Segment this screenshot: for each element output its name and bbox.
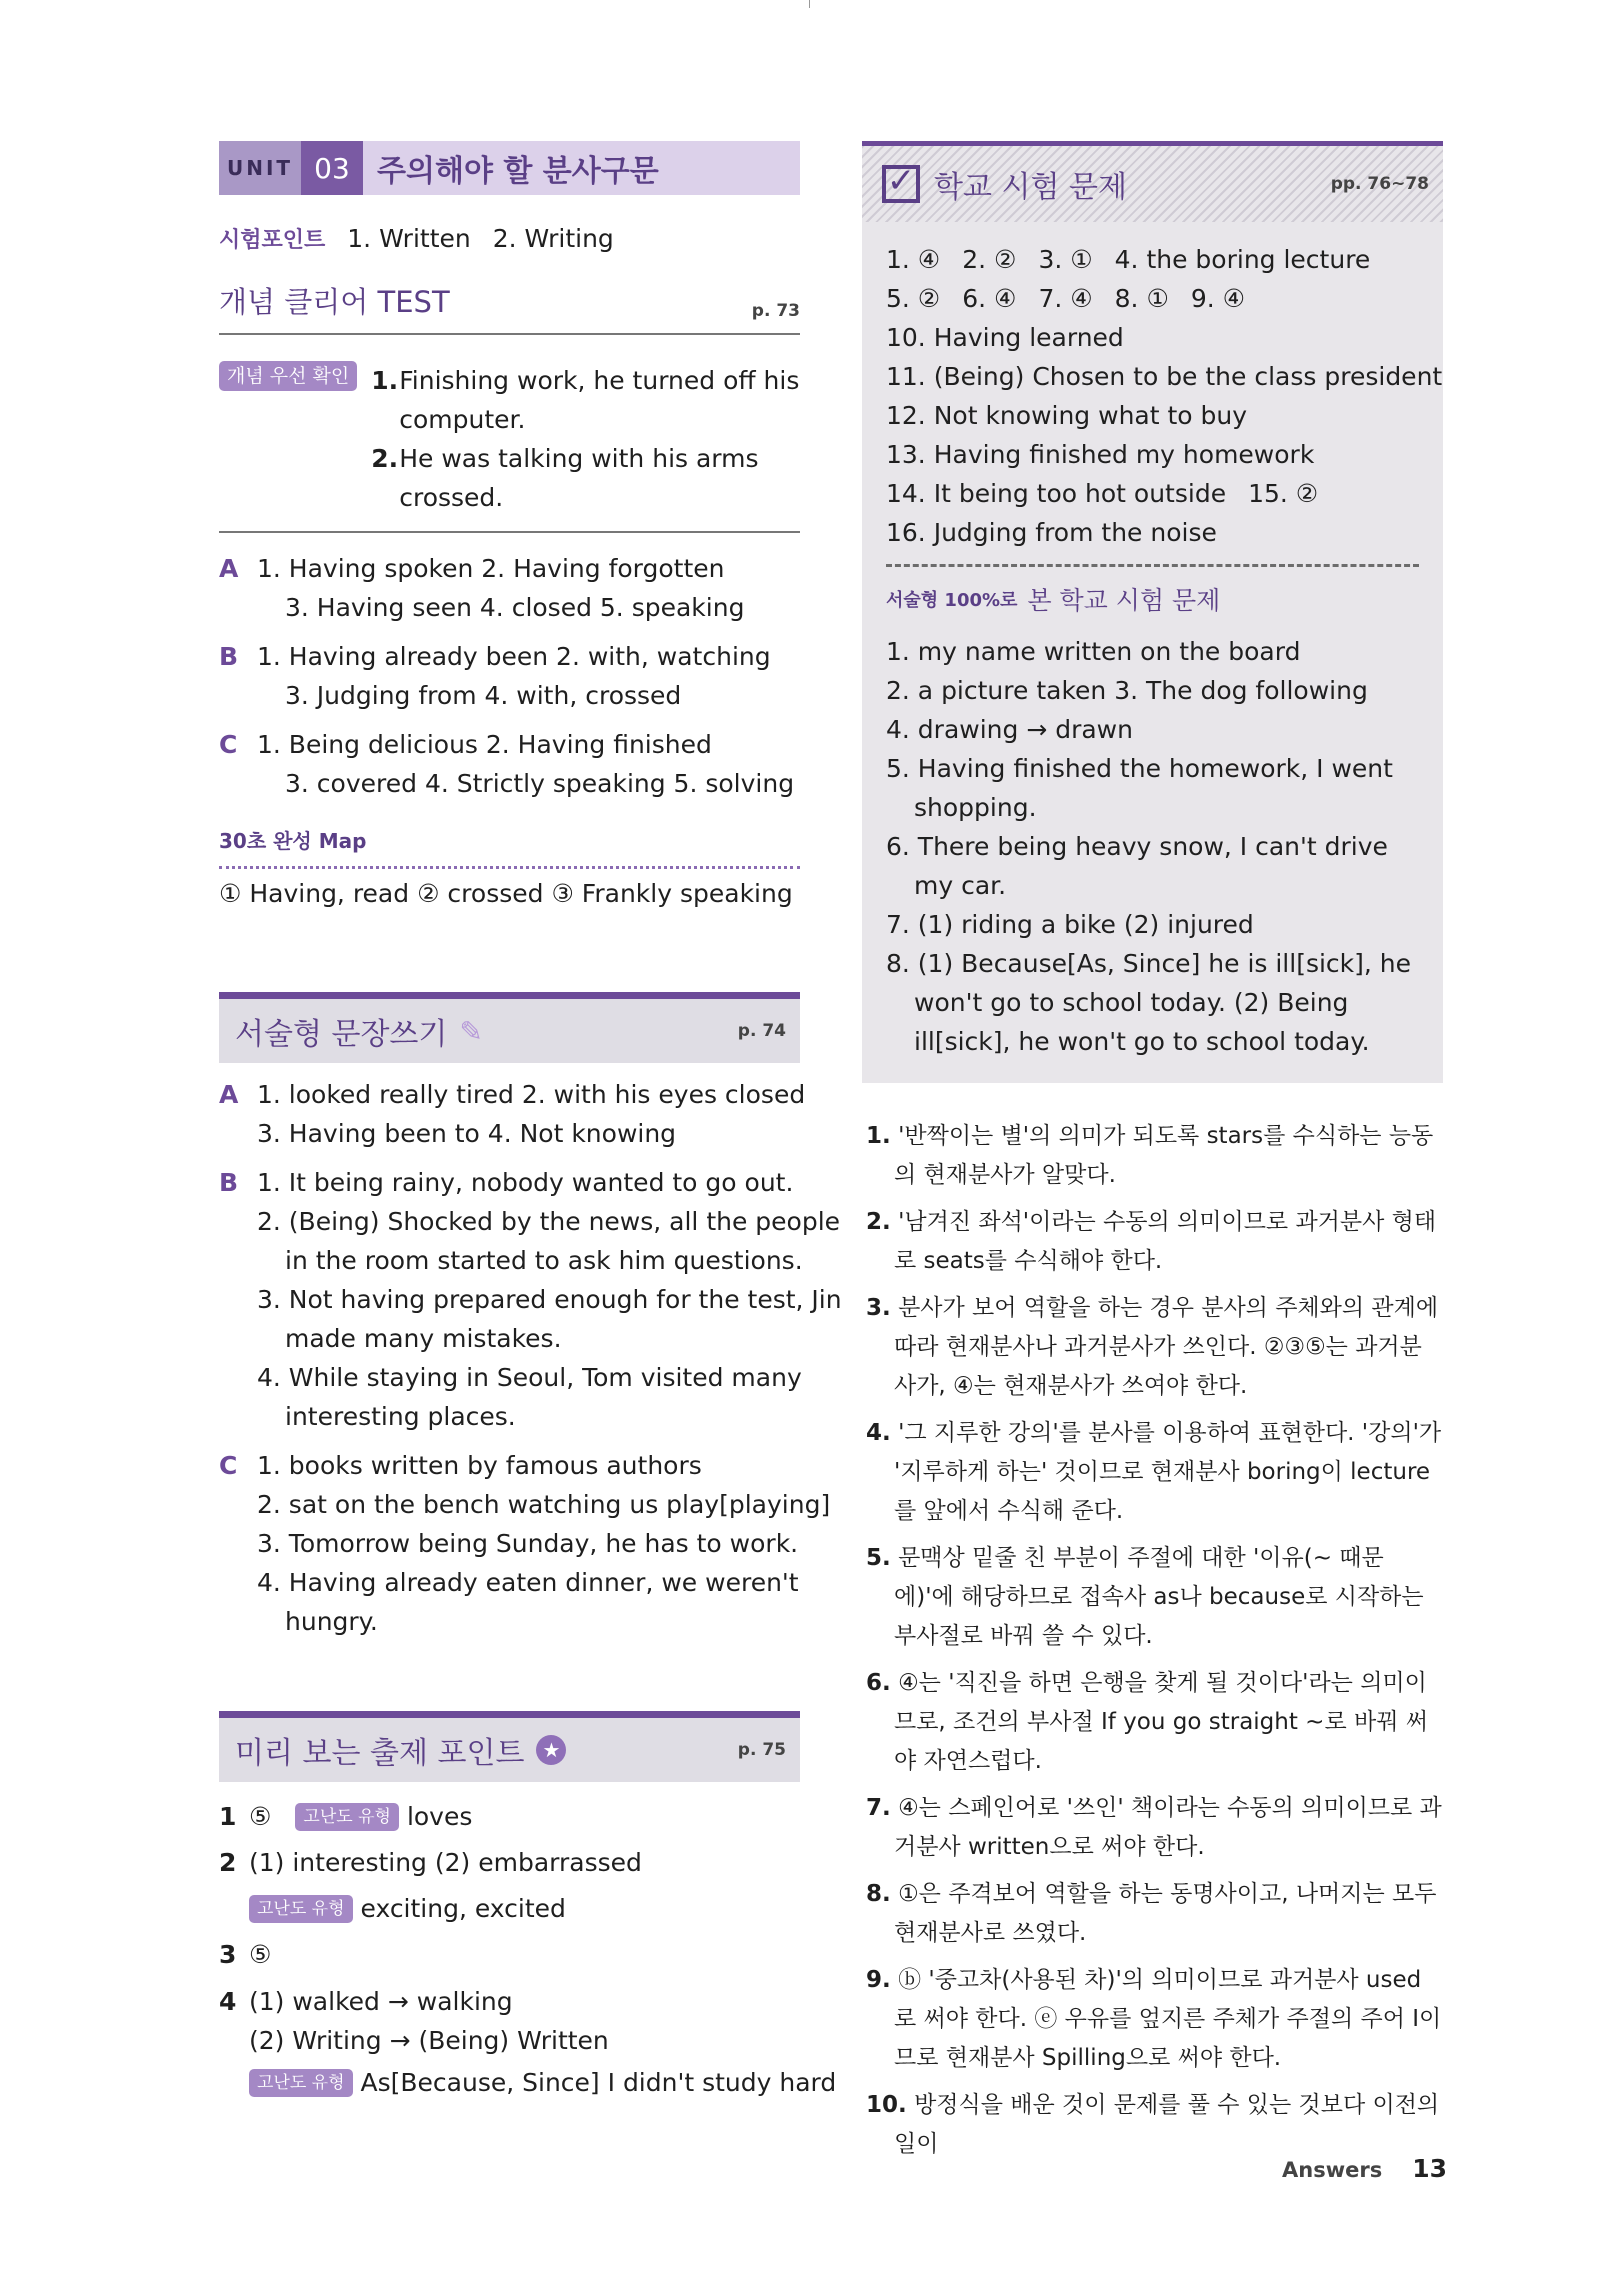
page-number: 13: [1412, 2154, 1447, 2183]
list-item: 3 ⑤: [219, 1940, 272, 1969]
exam-points: [219, 223, 800, 254]
dashed-divider: [886, 564, 1419, 567]
concept-test-title: 개념 클리어 TEST: [219, 285, 450, 319]
exam-points-label: 시험포인트: [219, 228, 326, 253]
explanation-item: 10. 방정식을 배운 것이 문제를 풀 수 있는 것보다 이전의 일이: [866, 2092, 1440, 2157]
exam-point-item: 2. Writing: [492, 224, 614, 253]
explanation-item: 4. '그 지루한 강의'를 분사를 이용하여 표현한다. '강의'가 '지루하게 하는' 것이므로 현재분사 boring이 lecture를 앞에서 수식해 준다.: [866, 1420, 1442, 1524]
explanation-item: 1. '반짝이는 별'의 의미가 되도록 stars를 수식하는 능동의 현재분사가 알맞다.: [866, 1123, 1434, 1188]
exam-title: 학교 시험 문제: [934, 170, 1127, 205]
answer-row: 10. Having learned: [886, 323, 1124, 352]
explanations: [862, 1117, 1443, 2164]
unit-number: 03: [301, 141, 363, 195]
explanation-item: 8. ①은 주격보어 역할을 하는 동명사이고, 나머지는 모두 현재분사로 쓰였다.: [866, 1881, 1437, 1946]
page-footer: [1282, 2154, 1447, 2183]
preview-answers: [219, 1794, 837, 2106]
right-column: [862, 141, 1443, 2172]
answer-row: 16. Judging from the noise: [886, 518, 1217, 547]
page-reference: pp. 76~78: [1330, 174, 1429, 194]
answer-group-a: A 1. looked really tired 2. with his eyes closed 3. Having been to 4. Not knowing: [219, 1080, 806, 1148]
page-reference: p. 74: [737, 1021, 786, 1041]
list-item: 1 ⑤ 고난도 유형 loves: [219, 1802, 473, 1831]
answer-row: 12. Not knowing what to buy: [886, 401, 1248, 430]
list-item: 2 (1) interesting (2) embarrassed: [219, 1848, 642, 1877]
advanced-badge: 고난도 유형: [249, 2069, 353, 2097]
star-icon: ★: [536, 1735, 566, 1765]
confirm-list: [371, 361, 799, 517]
list-item: 고난도 유형 exciting, excited: [219, 1886, 800, 1932]
s100-answers: 1. my name written on the board 2. a picture taken 3. The dog following 4. drawing → drawn 5. Having finished the homework, I went shopping. 6. There being heavy snow, I can't drive my car. 7. (1) riding a bike (2) injured 8. (1) Because[As, Since] he is ill[sick], he won't go to school today. (2) Being ill[sick], he won't go to school today.: [886, 637, 1412, 1056]
concept-test-heading: [219, 280, 800, 335]
map-heading: 30초 완성 Map: [219, 825, 800, 869]
answer-row: 5. ② 6. ④ 7. ④ 8. ① 9. ④: [886, 284, 1246, 313]
unit-label: UNIT: [219, 141, 301, 195]
list-item: 4 (1) walked → walking (2) Writing → (Being) Written: [219, 1987, 609, 2055]
explanation-item: 6. ④는 '직진을 하면 은행을 찾게 될 것이다'라는 의미이므로, 조건의 부사절 If you go straight ~로 바꿔 써야 자연스럽다.: [866, 1670, 1428, 1774]
advanced-badge: 고난도 유형: [295, 1803, 399, 1831]
page-reference: p. 73: [751, 301, 800, 321]
checkbox-icon: ✓: [882, 165, 920, 203]
exam-header: [862, 141, 1443, 222]
answer-group-a: A 1. Having spoken 2. Having forgotten 3. Having seen 4. closed 5. speaking: [219, 554, 745, 622]
exam-point-item: 1. Written: [347, 224, 471, 253]
answer-groups: [219, 549, 800, 803]
advanced-badge: 고난도 유형: [249, 1895, 353, 1923]
writing-section-header: [219, 992, 800, 1063]
unit-header: [219, 141, 800, 195]
exam-box: [862, 141, 1443, 1083]
answer-row: 11. (Being) Chosen to be the class president: [886, 362, 1443, 391]
explanation-item: 2. '남겨진 좌석'이라는 수동의 의미이므로 과거분사 형태로 seats를 수식해야 한다.: [866, 1209, 1437, 1274]
explanation-item: 7. ④는 스페인어로 '쓰인' 책이라는 수동의 의미이므로 과거분사 written으로 써야 한다.: [866, 1795, 1442, 1860]
divider: [219, 531, 800, 533]
answer-group-b: B 1. It being rainy, nobody wanted to go out. 2. (Being) Shocked by the news, all the people in the room started to ask him questions. 3. Not having prepared enough for the test, Jin made many mistakes. 4. While staying in Seoul, Tom visited many interesting places.: [219, 1168, 842, 1431]
preview-section-title: 미리 보는 출제 포인트: [235, 1736, 525, 1771]
explanation-item: 9. ⓑ '중고차(사용된 차)'의 의미이므로 과거분사 used로 써야 한다. ⓔ 우유를 엎지른 주체가 주절의 주어 I이므로 현재분사 Spilling으로 써야 한다.: [866, 1967, 1442, 2071]
list-item: 1. Finishing work, he turned off his computer.: [371, 366, 800, 434]
preview-section-header: [219, 1711, 800, 1782]
answer-row: 13. Having finished my homework: [886, 440, 1315, 469]
answer-group-b: B 1. Having already been 2. with, watching 3. Judging from 4. with, crossed: [219, 642, 771, 710]
answer-row: 14. It being too hot outside 15. ②: [886, 479, 1319, 508]
list-item: 고난도 유형 As[Because, Since] I didn't study hard: [219, 2060, 800, 2106]
unit-title: 주의해야 할 분사구문: [377, 154, 659, 189]
pencil-icon: ✎: [459, 1014, 483, 1048]
left-column: [219, 141, 842, 2106]
exam-answers: [862, 222, 1443, 1061]
crop-mark: [809, 0, 810, 8]
list-item: 2. He was talking with his arms crossed.: [371, 444, 759, 512]
writing-section-title: 서술형 문장쓰기: [235, 1017, 448, 1052]
explanation-item: 5. 문맥상 밑줄 친 부분이 주절에 대한 '이유(~ 때문에)'에 해당하므로 접속사 as나 because로 시작하는 부사절로 바꿔 쓸 수 있다.: [866, 1545, 1424, 1649]
answer-group-c: C 1. Being delicious 2. Having finished 3. covered 4. Strictly speaking 5. solving: [219, 730, 795, 798]
explanation-item: 3. 분사가 보어 역할을 하는 경우 분사의 주체와의 관계에 따라 현재분사나 과거분사가 쓰인다. ②③⑤는 과거분사가, ④는 현재분사가 쓰여야 한다.: [866, 1295, 1439, 1399]
s100-heading: 서술형 100%로 본 학교 시험 문제: [886, 586, 1221, 615]
footer-label: Answers: [1282, 2158, 1383, 2182]
concept-confirm-badge: 개념 우선 확인: [219, 361, 357, 391]
map-answers: ① Having, read ② crossed ③ Frankly speaking: [219, 879, 793, 908]
concept-confirm: [219, 361, 800, 517]
answer-group-c: C 1. books written by famous authors 2. sat on the bench watching us play[playing] 3. Tomorrow being Sunday, he has to work. 4. Having already eaten dinner, we weren't hungry.: [219, 1451, 831, 1636]
answer-row: 1. ④ 2. ② 3. ① 4. the boring lecture: [886, 245, 1371, 274]
page-reference: p. 75: [737, 1740, 786, 1760]
writing-answers: [219, 1075, 842, 1641]
